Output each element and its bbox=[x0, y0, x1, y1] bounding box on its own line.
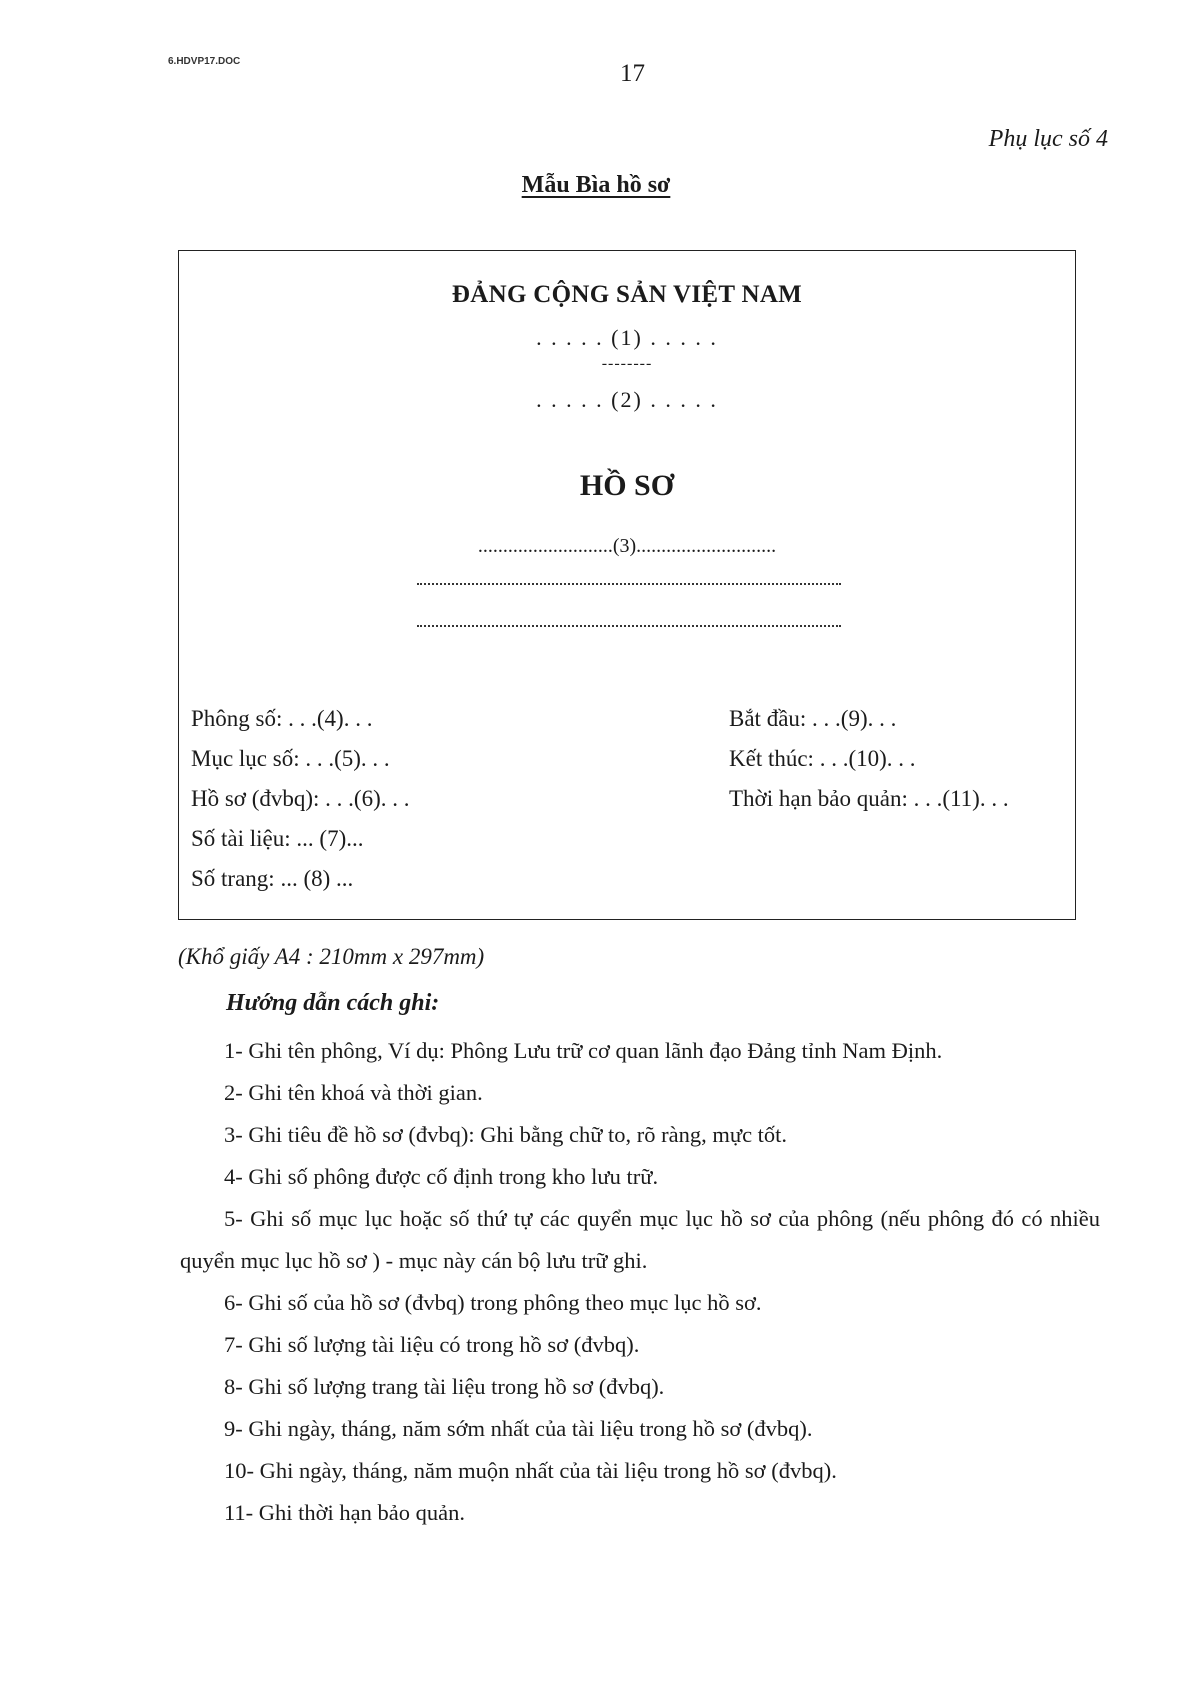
right-fields bbox=[729, 699, 1009, 819]
field-7: Số tài liệu: ... (7)... bbox=[191, 826, 364, 851]
guide-item: 10- Ghi ngày, tháng, năm muộn nhất của tài liệu trong hồ sơ (đvbq). bbox=[224, 1458, 837, 1483]
field-4: Phông số: . . .(4). . . bbox=[191, 706, 373, 731]
separator: -------- bbox=[601, 355, 653, 372]
field-3: ...........................(3)............................ bbox=[477, 535, 777, 557]
dotted-line bbox=[417, 625, 841, 627]
cover-form-box bbox=[178, 250, 1076, 920]
page-number: 17 bbox=[620, 60, 645, 87]
appendix-label: Phụ lục số 4 bbox=[988, 126, 1108, 152]
guide-list bbox=[180, 1030, 1100, 1534]
cover-heading: HỒ SƠ bbox=[579, 469, 675, 502]
form-title-text: Mẫu Bìa hồ sơ bbox=[521, 172, 671, 198]
guide-item: 7- Ghi số lượng tài liệu có trong hồ sơ (đvbq). bbox=[224, 1332, 640, 1357]
guide-item: 2- Ghi tên khoá và thời gian. bbox=[224, 1080, 483, 1105]
field-9: Bắt đầu: . . .(9). . . bbox=[729, 706, 897, 731]
party-name: ĐẢNG CỘNG SẢN VIỆT NAM bbox=[451, 281, 803, 308]
field-5: Mục lục số: . . .(5). . . bbox=[191, 746, 390, 771]
guide-item: 6- Ghi số của hồ sơ (đvbq) trong phông theo mục lục hồ sơ. bbox=[224, 1290, 762, 1315]
dotted-line bbox=[417, 583, 841, 585]
left-fields bbox=[191, 699, 410, 899]
field-11: Thời hạn bảo quản: . . .(11). . . bbox=[729, 786, 1009, 811]
file-name: 6.HDVP17.DOC bbox=[168, 56, 241, 67]
guide-title: Hướng dẫn cách ghi: bbox=[226, 990, 440, 1016]
guide-item: 3- Ghi tiêu đề hồ sơ (đvbq): Ghi bằng chữ to, rõ ràng, mực tốt. bbox=[224, 1122, 788, 1147]
field-8: Số trang: ... (8) ... bbox=[191, 866, 354, 891]
guide-item: 8- Ghi số lượng trang tài liệu trong hồ sơ (đvbq). bbox=[224, 1374, 665, 1399]
guide-item: 11- Ghi thời hạn bảo quản. bbox=[224, 1500, 466, 1525]
guide-item: 4- Ghi số phông được cố định trong kho lưu trữ. bbox=[224, 1164, 659, 1189]
paper-size-note: (Khổ giấy A4 : 210mm x 297mm) bbox=[178, 944, 485, 969]
field-1: . . . . . (1) . . . . . bbox=[536, 325, 718, 350]
guide-item: 9- Ghi ngày, tháng, năm sớm nhất của tài liệu trong hồ sơ (đvbq). bbox=[224, 1416, 813, 1441]
field-2: . . . . . (2) . . . . . bbox=[536, 387, 718, 412]
form-title bbox=[0, 172, 1192, 199]
field-6: Hồ sơ (đvbq): . . .(6). . . bbox=[191, 786, 410, 811]
field-10: Kết thúc: . . .(10). . . bbox=[729, 746, 916, 771]
guide-item: 5- Ghi số mục lục hoặc số thứ tự các quyển mục lục hồ sơ của phông (nếu phông đó có nhiều quyển mục lục hồ sơ ) - mục này cán bộ lưu trữ ghi. bbox=[180, 1206, 1100, 1273]
guide-item: 1- Ghi tên phông, Ví dụ: Phông Lưu trữ cơ quan lãnh đạo Đảng tỉnh Nam Định. bbox=[224, 1038, 943, 1063]
